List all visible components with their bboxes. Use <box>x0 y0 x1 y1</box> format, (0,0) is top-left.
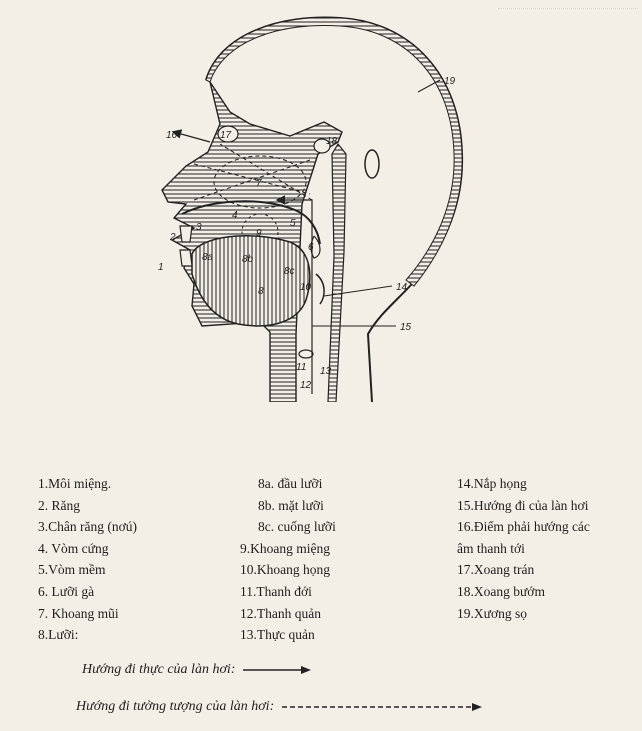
legend-item: 4. Vòm cứng <box>38 540 109 556</box>
label-7: 7 <box>256 178 262 189</box>
legend-item: 12.Thanh quản <box>240 605 321 621</box>
legend-item: 15.Hướng đi của làn hơi <box>457 497 589 513</box>
label-8: 8 <box>258 286 264 297</box>
label-14: 14 <box>396 282 408 293</box>
label-10: 10 <box>300 282 312 293</box>
label-9: 9 <box>256 228 262 239</box>
label-8a: 8a <box>202 252 214 263</box>
arrow-imagined-label: Hướng đi tưởng tượng của làn hơi: <box>76 699 275 714</box>
label-15: 15 <box>400 322 412 333</box>
legend-item: 2. Răng <box>38 497 80 513</box>
solid-arrow-icon <box>241 664 313 676</box>
legend-item: 14.Nắp họng <box>457 476 527 491</box>
label-16: 16 <box>166 130 178 141</box>
label-18: 18 <box>326 136 338 147</box>
legend-item: 8b. mặt lưỡi <box>258 497 324 513</box>
label-1: 1 <box>158 262 164 273</box>
legend-item: 5.Vòm mềm <box>38 562 106 578</box>
arrow-legend-imagined <box>76 699 486 715</box>
legend-item: 18.Xoang bướm <box>457 584 545 599</box>
label-11: 11 <box>296 362 307 373</box>
dashed-arrow-icon <box>280 701 486 713</box>
label-13: 13 <box>320 366 332 377</box>
legend-item: 8c. cuống lưỡi <box>258 519 336 535</box>
label-5: 5 <box>290 218 296 229</box>
label-3: 3 <box>196 222 202 233</box>
legend-item: 13.Thực quản <box>240 627 315 643</box>
arrow-real-label: Hướng đi thực của làn hơi: <box>82 662 236 677</box>
label-12: 12 <box>300 380 312 391</box>
label-8b: 8b <box>242 254 254 265</box>
legend-item: âm thanh tới <box>457 540 525 556</box>
label-4: 4 <box>232 210 238 221</box>
legend-item: 8.Lưỡi: <box>38 627 79 643</box>
arrow-legend-real <box>82 662 313 678</box>
legend-item: 10.Khoang họng <box>240 562 330 578</box>
label-17: 17 <box>220 130 232 141</box>
legend-item: 6. Lưỡi gà <box>38 584 95 599</box>
legend-item: 9.Khoang miệng <box>240 540 330 556</box>
legend-item: 17.Xoang trán <box>457 562 535 578</box>
label-19: 19 <box>444 76 456 87</box>
legend-item: 16.Điểm phải hướng các <box>457 519 590 535</box>
label-2: 2 <box>170 232 176 243</box>
legend-item: 19.Xương sọ <box>457 605 527 621</box>
legend-item: 8a. đầu lưỡi <box>258 476 323 491</box>
label-6: 6 <box>308 242 314 253</box>
legend-item: 11.Thanh đới <box>240 584 312 599</box>
legend-item: 1.Môi miệng. <box>38 476 112 491</box>
legend-item: 7. Khoang mũi <box>38 605 119 621</box>
label-8c: 8c <box>284 266 295 277</box>
legend-item: 3.Chân răng (nơú) <box>38 519 137 535</box>
